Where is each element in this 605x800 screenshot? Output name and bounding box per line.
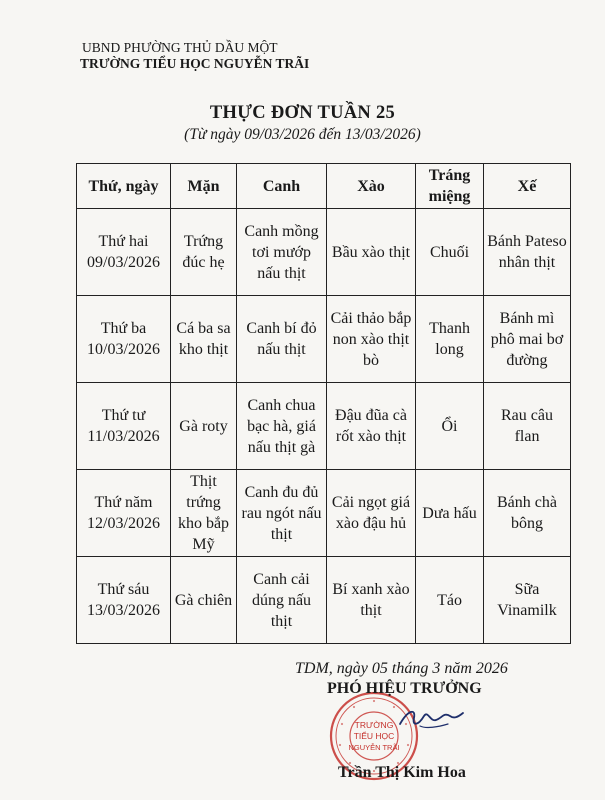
school-name: TRƯỜNG TIỂU HỌC NGUYỄN TRÃI: [80, 56, 310, 71]
menu-table: [76, 163, 571, 644]
col-header-dessert: Tráng miệng: [416, 164, 484, 209]
cell-main: Thịt trứng kho bắp Mỹ: [171, 470, 237, 557]
cell-day: Thứ sáu 13/03/2026: [77, 557, 171, 644]
seal-text-line: TIỂU HỌC: [353, 731, 395, 741]
table-row: [77, 296, 571, 383]
cell-snack: Sữa Vinamilk: [484, 557, 571, 644]
signer-role: PHÓ HIỆU TRƯỞNG: [327, 680, 482, 697]
cell-stirfry: Đậu đũa cà rốt xào thịt: [327, 383, 416, 470]
cell-day: Thứ tư 11/03/2026: [77, 383, 171, 470]
cell-main: Trứng đúc hẹ: [171, 209, 237, 296]
cell-day: Thứ ba 10/03/2026: [77, 296, 171, 383]
ward-name: UBND PHƯỜNG THỦ DẦU MỘT: [82, 40, 278, 55]
seal-text-line: NGUYỄN TRÃI: [348, 743, 400, 752]
cell-soup: Canh mồng tơi mướp nấu thịt: [237, 209, 327, 296]
cell-snack: Bánh Pateso nhân thịt: [484, 209, 571, 296]
page-title: THỰC ĐƠN TUẦN 25: [209, 103, 396, 123]
cell-stirfry: Cải ngọt giá xào đậu hủ: [327, 470, 416, 557]
cell-stirfry: Bầu xào thịt: [327, 209, 416, 296]
signer-name: Trần Thị Kim Hoa: [338, 764, 466, 781]
document-header: [82, 40, 309, 72]
cell-day: Thứ hai 09/03/2026: [77, 209, 171, 296]
cell-dessert: Táo: [416, 557, 484, 644]
cell-stirfry: Bí xanh xào thịt: [327, 557, 416, 644]
cell-snack: Bánh mì phô mai bơ đường: [484, 296, 571, 383]
cell-main: Cá ba sa kho thịt: [171, 296, 237, 383]
table-header-row: [77, 164, 571, 209]
table-row: [77, 383, 571, 470]
cell-soup: Canh bí đỏ nấu thịt: [237, 296, 327, 383]
table-row: [77, 557, 571, 644]
cell-dessert: Dưa hấu: [416, 470, 484, 557]
col-header-snack: Xế: [484, 164, 571, 209]
cell-main: Gà chiên: [171, 557, 237, 644]
col-header-main: Mặn: [171, 164, 237, 209]
col-header-day: Thứ, ngày: [77, 164, 171, 209]
table-row: [77, 470, 571, 557]
cell-day: Thứ năm 12/03/2026: [77, 470, 171, 557]
cell-snack: Bánh chà bông: [484, 470, 571, 557]
cell-dessert: Chuối: [416, 209, 484, 296]
col-header-stirfry: Xào: [327, 164, 416, 209]
cell-main: Gà roty: [171, 383, 237, 470]
seal-text-line: TRƯỜNG: [354, 720, 394, 730]
cell-snack: Rau câu flan: [484, 383, 571, 470]
handwritten-signature: [396, 704, 466, 734]
cell-soup: Canh đu đủ rau ngót nấu thịt: [237, 470, 327, 557]
table-row: [77, 209, 571, 296]
cell-soup: Canh chua bạc hà, giá nấu thịt gà: [237, 383, 327, 470]
cell-dessert: Ổi: [416, 383, 484, 470]
cell-stirfry: Cải thảo bắp non xào thịt bò: [327, 296, 416, 383]
cell-soup: Canh cải dúng nấu thịt: [237, 557, 327, 644]
signing-date: TDM, ngày 05 tháng 3 năm 2026: [295, 660, 508, 677]
date-range: (Từ ngày 09/03/2026 đến 13/03/2026): [184, 126, 421, 143]
col-header-soup: Canh: [237, 164, 327, 209]
cell-dessert: Thanh long: [416, 296, 484, 383]
